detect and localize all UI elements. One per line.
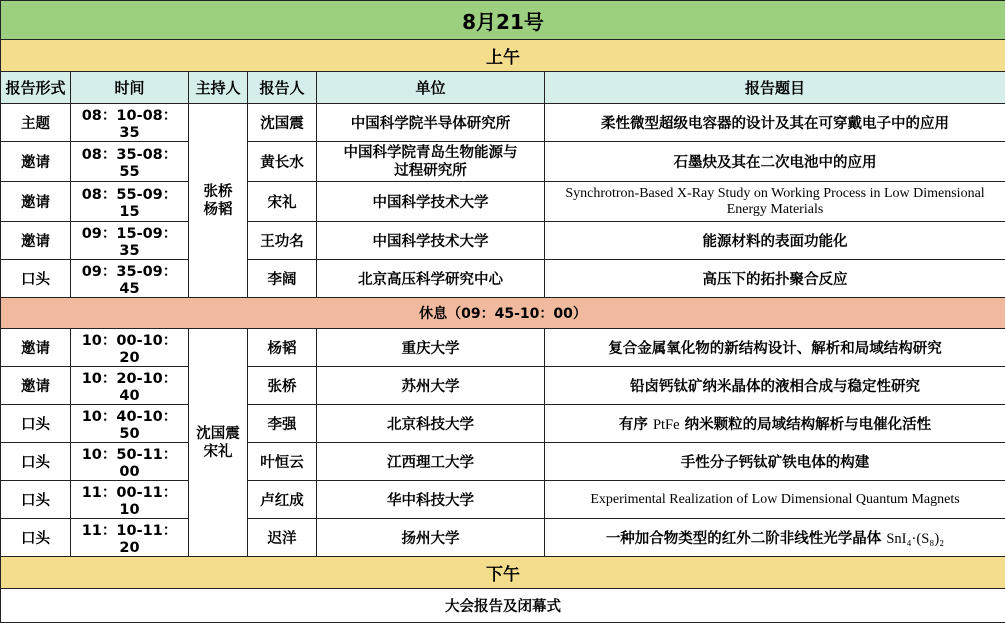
title-formula: SnI₄·(S₈)₂ [886, 531, 944, 547]
type-cell: 邀请 [1, 329, 71, 367]
type-cell: 口头 [1, 405, 71, 443]
time-cell: 08：55-09：15 [71, 182, 189, 222]
speaker-cell: 张桥 [248, 367, 317, 405]
title-cell [545, 405, 1005, 443]
title-cell: Experimental Realization of Low Dimensional Quantum Magnets [545, 481, 1005, 519]
speaker-cell: 杨韬 [248, 329, 317, 367]
col-title: 报告题目 [545, 72, 1005, 104]
time-cell: 08：10-08：35 [71, 104, 189, 142]
col-speaker: 报告人 [248, 72, 317, 104]
break-row: 休息（09：45-10：00） [1, 298, 1005, 329]
title-cell: 铅卤钙钛矿纳米晶体的液相合成与稳定性研究 [545, 367, 1005, 405]
speaker-cell: 黄长水 [248, 142, 317, 182]
time-cell: 09：35-09：45 [71, 260, 189, 298]
time-cell: 08：35-08：55 [71, 142, 189, 182]
chair-cell: 张桥 杨韬 [189, 104, 248, 298]
table-row [1, 329, 1005, 367]
title-cell: 柔性微型超级电容器的设计及其在可穿戴电子中的应用 [545, 104, 1005, 142]
title-formula: PtFe [653, 417, 680, 433]
type-cell: 主题 [1, 104, 71, 142]
col-chair: 主持人 [189, 72, 248, 104]
unit-cell: 中国科学技术大学 [317, 222, 545, 260]
title-cell: 高压下的拓扑聚合反应 [545, 260, 1005, 298]
unit-cell: 中国科学院半导体研究所 [317, 104, 545, 142]
unit-cell: 中国科学院青岛生物能源与 过程研究所 [317, 142, 545, 182]
type-cell: 邀请 [1, 182, 71, 222]
speaker-cell: 宋礼 [248, 182, 317, 222]
unit-cell: 苏州大学 [317, 367, 545, 405]
time-cell: 10：40-10：50 [71, 405, 189, 443]
table-row [1, 405, 1005, 443]
unit-cell: 北京高压科学研究中心 [317, 260, 545, 298]
table-row [1, 481, 1005, 519]
col-type: 报告形式 [1, 72, 71, 104]
time-cell: 09：15-09：35 [71, 222, 189, 260]
type-cell: 邀请 [1, 142, 71, 182]
table-row [1, 104, 1005, 142]
type-cell: 邀请 [1, 222, 71, 260]
afternoon-heading: 下午 [1, 557, 1005, 589]
chair-cell: 沈国震 宋礼 [189, 329, 248, 557]
table-row [1, 260, 1005, 298]
title-text: 一种加合物类型的红外二阶非线性光学晶体 [606, 531, 887, 547]
plenary-row: 大会报告及闭幕式 [1, 589, 1005, 623]
table-row [1, 182, 1005, 222]
speaker-cell: 王功名 [248, 222, 317, 260]
time-cell: 11：10-11：20 [71, 519, 189, 557]
type-cell: 口头 [1, 443, 71, 481]
time-cell: 10：00-10：20 [71, 329, 189, 367]
col-unit: 单位 [317, 72, 545, 104]
time-cell: 11：00-11：10 [71, 481, 189, 519]
type-cell: 口头 [1, 481, 71, 519]
unit-cell: 中国科学技术大学 [317, 182, 545, 222]
type-cell: 邀请 [1, 367, 71, 405]
table-row [1, 519, 1005, 557]
time-cell: 10：20-10：40 [71, 367, 189, 405]
title-cell [545, 519, 1005, 557]
speaker-cell: 李阔 [248, 260, 317, 298]
speaker-cell: 迟洋 [248, 519, 317, 557]
type-cell: 口头 [1, 519, 71, 557]
title-cell: Synchrotron-Based X-Ray Study on Working Process in Low Dimensional Energy Materials [545, 182, 1005, 222]
title-cell: 手性分子钙钛矿铁电体的构建 [545, 443, 1005, 481]
type-cell: 口头 [1, 260, 71, 298]
table-row [1, 142, 1005, 182]
date-heading: 8月21号 [1, 1, 1005, 40]
unit-cell: 北京科技大学 [317, 405, 545, 443]
title-text: 纳米颗粒的局域结构解析与电催化活性 [680, 417, 932, 433]
time-cell: 10：50-11：00 [71, 443, 189, 481]
title-cell: 能源材料的表面功能化 [545, 222, 1005, 260]
unit-cell: 重庆大学 [317, 329, 545, 367]
title-cell: 复合金属氧化物的新结构设计、解析和局域结构研究 [545, 329, 1005, 367]
speaker-cell: 叶恒云 [248, 443, 317, 481]
speaker-cell: 卢红成 [248, 481, 317, 519]
table-row [1, 222, 1005, 260]
header-row [1, 72, 1005, 104]
title-text: 有序 [619, 417, 653, 433]
speaker-cell: 李强 [248, 405, 317, 443]
unit-cell: 扬州大学 [317, 519, 545, 557]
morning-heading: 上午 [1, 40, 1005, 72]
col-time: 时间 [71, 72, 189, 104]
table-row [1, 443, 1005, 481]
title-cell: 石墨炔及其在二次电池中的应用 [545, 142, 1005, 182]
unit-cell: 江西理工大学 [317, 443, 545, 481]
unit-cell: 华中科技大学 [317, 481, 545, 519]
table-row [1, 367, 1005, 405]
speaker-cell: 沈国震 [248, 104, 317, 142]
